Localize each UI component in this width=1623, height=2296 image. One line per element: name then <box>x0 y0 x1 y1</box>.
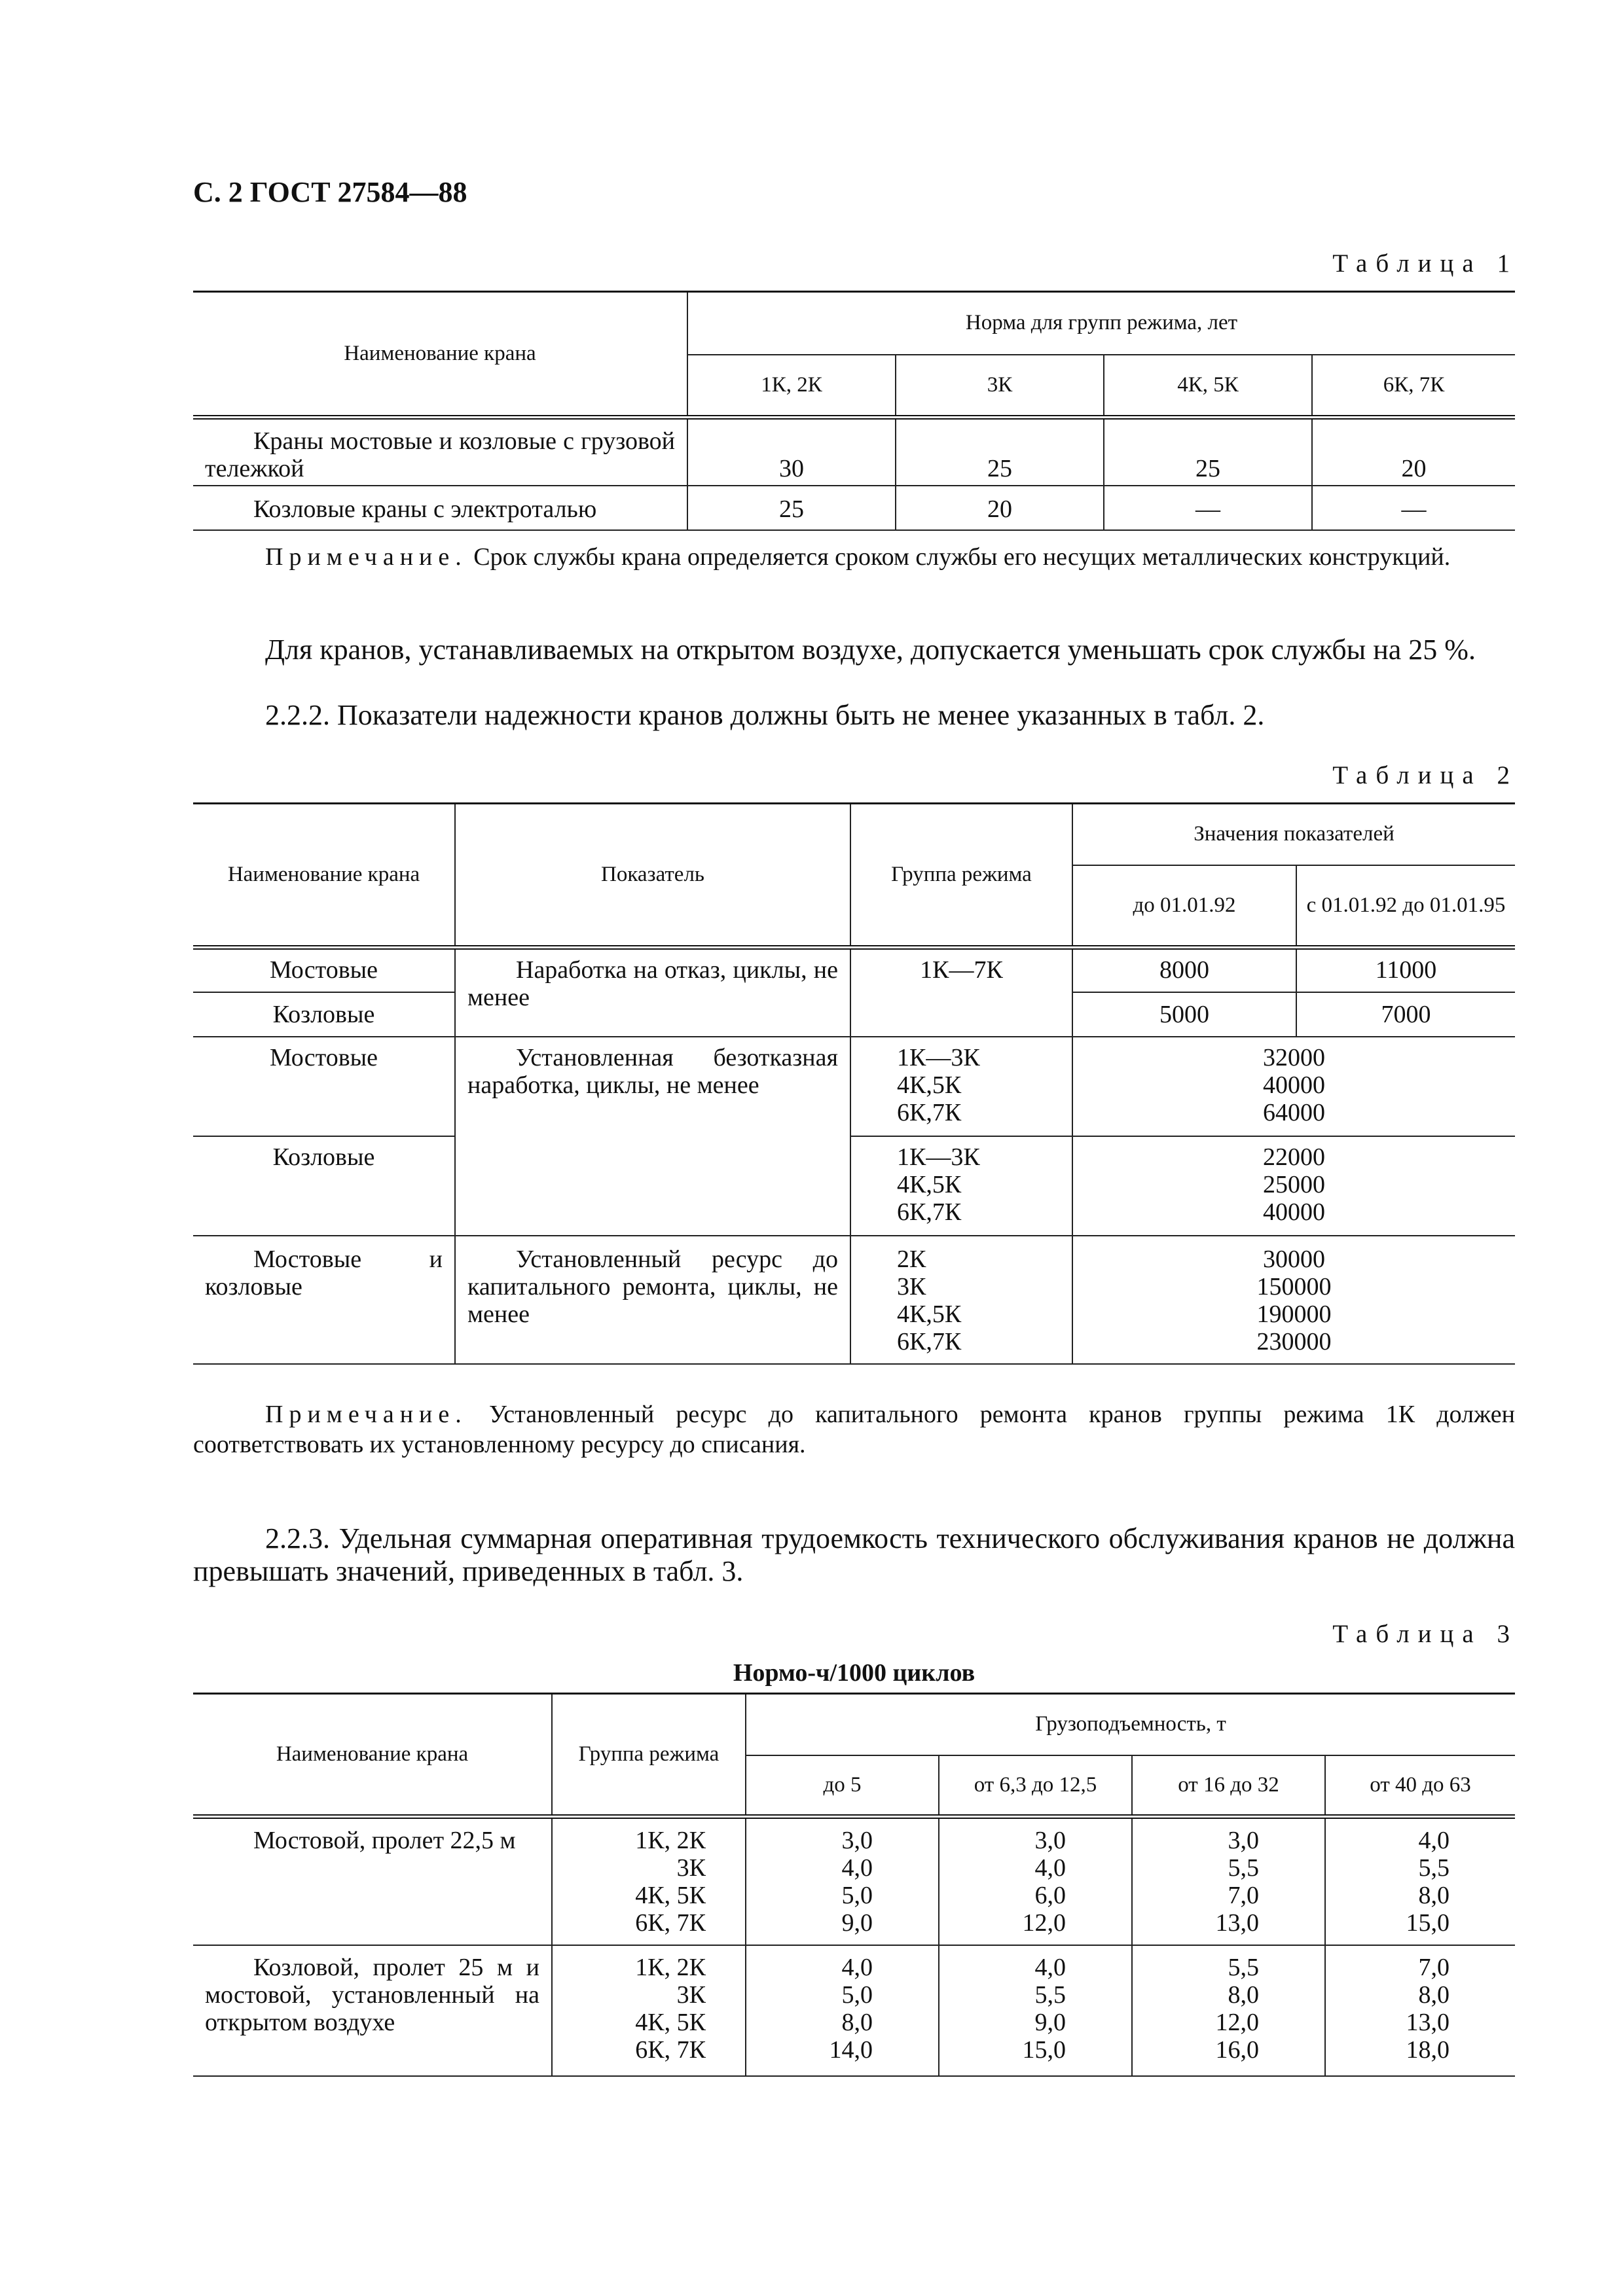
table3-modes <box>552 1817 746 1945</box>
table2-value: 7000 <box>1296 992 1515 1037</box>
table2-caption: Таблица 2 <box>1332 761 1518 789</box>
table3-mode: 3К <box>676 1981 706 2009</box>
table-row <box>193 486 1515 530</box>
table2-values <box>1072 1136 1515 1236</box>
table1-group-header: 6К, 7К <box>1312 355 1515 418</box>
page-header: С. 2 ГОСТ 27584—88 <box>193 176 467 208</box>
table3-col <box>1132 1817 1325 1945</box>
table3-value: 16,0 <box>1215 2036 1259 2064</box>
table3-value: 4,0 <box>1034 1854 1066 1882</box>
table2-values <box>1072 1236 1515 1364</box>
table2-mode: 3К <box>897 1272 926 1300</box>
table3-mode: 6К, 7К <box>635 1909 706 1937</box>
table3-value: 12,0 <box>1215 2008 1259 2036</box>
table1-cell: — <box>1104 486 1312 530</box>
table3-value: 8,0 <box>841 2008 873 2036</box>
table1-caption: Таблица 1 <box>1332 249 1518 278</box>
table-row <box>193 1037 1515 1136</box>
table2-row-name: Мостовые <box>193 1037 455 1136</box>
table3-value: 3,0 <box>1228 1827 1259 1854</box>
table2-mode: 4К,5К <box>897 1071 962 1099</box>
table3-value: 4,0 <box>1418 1827 1450 1854</box>
table3-value: 5,5 <box>1228 1953 1259 1981</box>
table3-capacity-header: до 5 <box>746 1755 939 1817</box>
paragraph-open-air: Для кранов, устанавливаемых на открытом воздухе, допускается уменьшать срок службы на 25 %. <box>265 634 1476 666</box>
table3-value: 8,0 <box>1418 1981 1450 2009</box>
table3-value: 5,0 <box>841 1981 873 2009</box>
table-row <box>193 1236 1515 1364</box>
table3-col <box>1132 1945 1325 2076</box>
table3-value: 13,0 <box>1215 1909 1259 1937</box>
table2-value: 11000 <box>1296 948 1515 992</box>
table3-col <box>1325 1817 1515 1945</box>
table1-group-header: 4К, 5К <box>1104 355 1312 418</box>
table2-mode: 4К,5К <box>897 1170 962 1198</box>
table3-value: 14,0 <box>829 2036 873 2064</box>
note-text: Срок службы крана определяется сроком службы его несущих металлических конструкций. <box>467 543 1451 571</box>
table3-value: 8,0 <box>1418 1882 1450 1909</box>
table2-row-name: Мостовые <box>193 948 455 992</box>
table2-values <box>1072 1037 1515 1136</box>
table3-value: 4,0 <box>841 1854 873 1882</box>
table2-header-v1: до 01.01.92 <box>1072 865 1296 948</box>
table3-value: 5,5 <box>1228 1854 1259 1882</box>
table1-row-name: Краны мостовые и козловые с грузовой тележкой <box>193 418 687 486</box>
table2-value: 25000 <box>1263 1170 1325 1198</box>
table2-value: 230000 <box>1256 1327 1332 1355</box>
table2-value: 30000 <box>1263 1245 1325 1273</box>
table3-value: 3,0 <box>1034 1827 1066 1854</box>
table2-row-name: Козловые <box>193 992 455 1037</box>
table2-value: 8000 <box>1072 948 1296 992</box>
table3-header-name: Наименование крана <box>193 1694 552 1817</box>
table2-header-mode: Группа режима <box>850 804 1072 948</box>
note-label: Примечание. <box>265 543 467 571</box>
table2-header-v2: с 01.01.92 до 01.01.95 <box>1296 865 1515 948</box>
table3-value: 7,0 <box>1228 1882 1259 1909</box>
table2-value: 22000 <box>1263 1143 1325 1171</box>
table-row <box>193 1945 1515 2076</box>
table2-value: 32000 <box>1263 1043 1325 1071</box>
table1-note <box>193 542 1515 572</box>
table1-cell: — <box>1312 486 1515 530</box>
table3-value: 4,0 <box>1034 1953 1066 1981</box>
table3 <box>193 1693 1515 2077</box>
table3-value: 6,0 <box>1034 1882 1066 1909</box>
table-row <box>193 418 1515 486</box>
table1-row-name: Козловые краны с электроталью <box>193 486 687 530</box>
table2-mode: 1К—3К <box>897 1043 980 1071</box>
table3-value: 9,0 <box>1034 2008 1066 2036</box>
table1-cell: 30 <box>687 418 896 486</box>
table3-value: 13,0 <box>1406 2008 1450 2036</box>
table3-modes <box>552 1945 746 2076</box>
paragraph-2-2-2: 2.2.2. Показатели надежности кранов должны быть не менее указанных в табл. 2. <box>265 699 1265 731</box>
table2-value: 40000 <box>1263 1198 1325 1226</box>
table3-capacity-header: от 40 до 63 <box>1325 1755 1515 1817</box>
table3-value: 4,0 <box>841 1953 873 1981</box>
table1 <box>193 291 1515 531</box>
table2-header-indicator: Показатель <box>455 804 850 948</box>
table2-row-name: Мостовые и козловые <box>193 1236 455 1364</box>
table3-value: 15,0 <box>1406 1909 1450 1937</box>
table1-cell: 20 <box>1312 418 1515 486</box>
table2-value: 40000 <box>1263 1071 1325 1099</box>
table3-value: 5,5 <box>1418 1854 1450 1882</box>
table3-row-name: Козловой, пролет 25 м и мостовой, установленный на открытом воздухе <box>193 1945 552 2076</box>
table3-value: 5,0 <box>841 1882 873 1909</box>
table3-header-mode: Группа режима <box>552 1694 746 1817</box>
table1-group-header: 1К, 2К <box>687 355 896 418</box>
table3-mode: 3К <box>676 1854 706 1882</box>
note-label: Примечание. <box>265 1401 467 1428</box>
table1-cell: 25 <box>896 418 1104 486</box>
table-row <box>193 1817 1515 1945</box>
table2-modes <box>850 1136 1072 1236</box>
note-text: Установленный ресурс до капитального ремонта кранов группы режима 1К должен соответствовать их установленному ресурсу до списания. <box>193 1401 1515 1458</box>
table3-mode: 4К, 5К <box>635 1882 706 1909</box>
table3-value: 12,0 <box>1022 1909 1066 1937</box>
table3-capacity-header: от 16 до 32 <box>1132 1755 1325 1817</box>
table2 <box>193 802 1515 1365</box>
table2-mode: 1К—3К <box>897 1143 980 1171</box>
table3-value: 5,5 <box>1034 1981 1066 2009</box>
table3-col <box>939 1817 1132 1945</box>
table3-col <box>939 1945 1132 2076</box>
table3-value: 3,0 <box>841 1827 873 1854</box>
table-row <box>193 948 1515 992</box>
table2-mode: 4К,5К <box>897 1300 962 1328</box>
table2-indicator: Установленная безотказная наработка, циклы, не менее <box>455 1037 850 1236</box>
table2-modes <box>850 1037 1072 1136</box>
table1-cell: 25 <box>687 486 896 530</box>
table2-header-name: Наименование крана <box>193 804 455 948</box>
table2-note <box>193 1399 1515 1460</box>
table3-value: 7,0 <box>1418 1953 1450 1981</box>
table2-mode: 1К—7К <box>850 948 1072 1037</box>
table3-capacity-header: от 6,3 до 12,5 <box>939 1755 1132 1817</box>
table2-indicator: Установленный ресурс до капитального ремонта, циклы, не менее <box>455 1236 850 1364</box>
table3-mode: 1К, 2К <box>635 1827 706 1854</box>
table1-header-name: Наименование крана <box>193 292 687 418</box>
table1-group-header: 3К <box>896 355 1104 418</box>
table2-mode: 6К,7К <box>897 1327 962 1355</box>
paragraph-2-2-3: 2.2.3. Удельная суммарная оперативная трудоемкость технического обслуживания кранов не должна превышать значений, приведенных в табл. 3. <box>193 1522 1515 1587</box>
table3-col <box>746 1817 939 1945</box>
table2-indicator: Наработка на отказ, циклы, не менее <box>455 948 850 1037</box>
table2-mode: 2К <box>897 1245 926 1273</box>
table2-header-values: Значения показателей <box>1072 804 1515 865</box>
table3-value: 15,0 <box>1022 2036 1066 2064</box>
table3-col <box>746 1945 939 2076</box>
table2-mode: 6К,7К <box>897 1098 962 1126</box>
table3-caption: Таблица 3 <box>1332 1620 1518 1648</box>
table3-mode: 6К, 7К <box>635 2036 706 2064</box>
table2-value: 150000 <box>1256 1272 1332 1300</box>
table3-value: 9,0 <box>841 1909 873 1937</box>
table3-value: 8,0 <box>1228 1981 1259 2009</box>
table3-header-capacity: Грузоподъемность, т <box>746 1694 1515 1755</box>
table1-cell: 25 <box>1104 418 1312 486</box>
table3-mode: 4К, 5К <box>635 2008 706 2036</box>
table-row <box>193 1136 1515 1236</box>
table2-modes <box>850 1236 1072 1364</box>
table3-unit: Нормо-ч/1000 циклов <box>733 1659 976 1687</box>
table2-row-name: Козловые <box>193 1136 455 1236</box>
table3-row-name: Мостовой, пролет 22,5 м <box>193 1817 552 1945</box>
table2-value: 64000 <box>1263 1098 1325 1126</box>
table3-mode: 1К, 2К <box>635 1953 706 1981</box>
table2-mode: 6К,7К <box>897 1198 962 1226</box>
table1-cell: 20 <box>896 486 1104 530</box>
table1-header-group: Норма для групп режима, лет <box>687 292 1515 355</box>
table3-col <box>1325 1945 1515 2076</box>
table2-value: 190000 <box>1256 1300 1332 1328</box>
table2-value: 5000 <box>1072 992 1296 1037</box>
table3-value: 18,0 <box>1406 2036 1450 2064</box>
